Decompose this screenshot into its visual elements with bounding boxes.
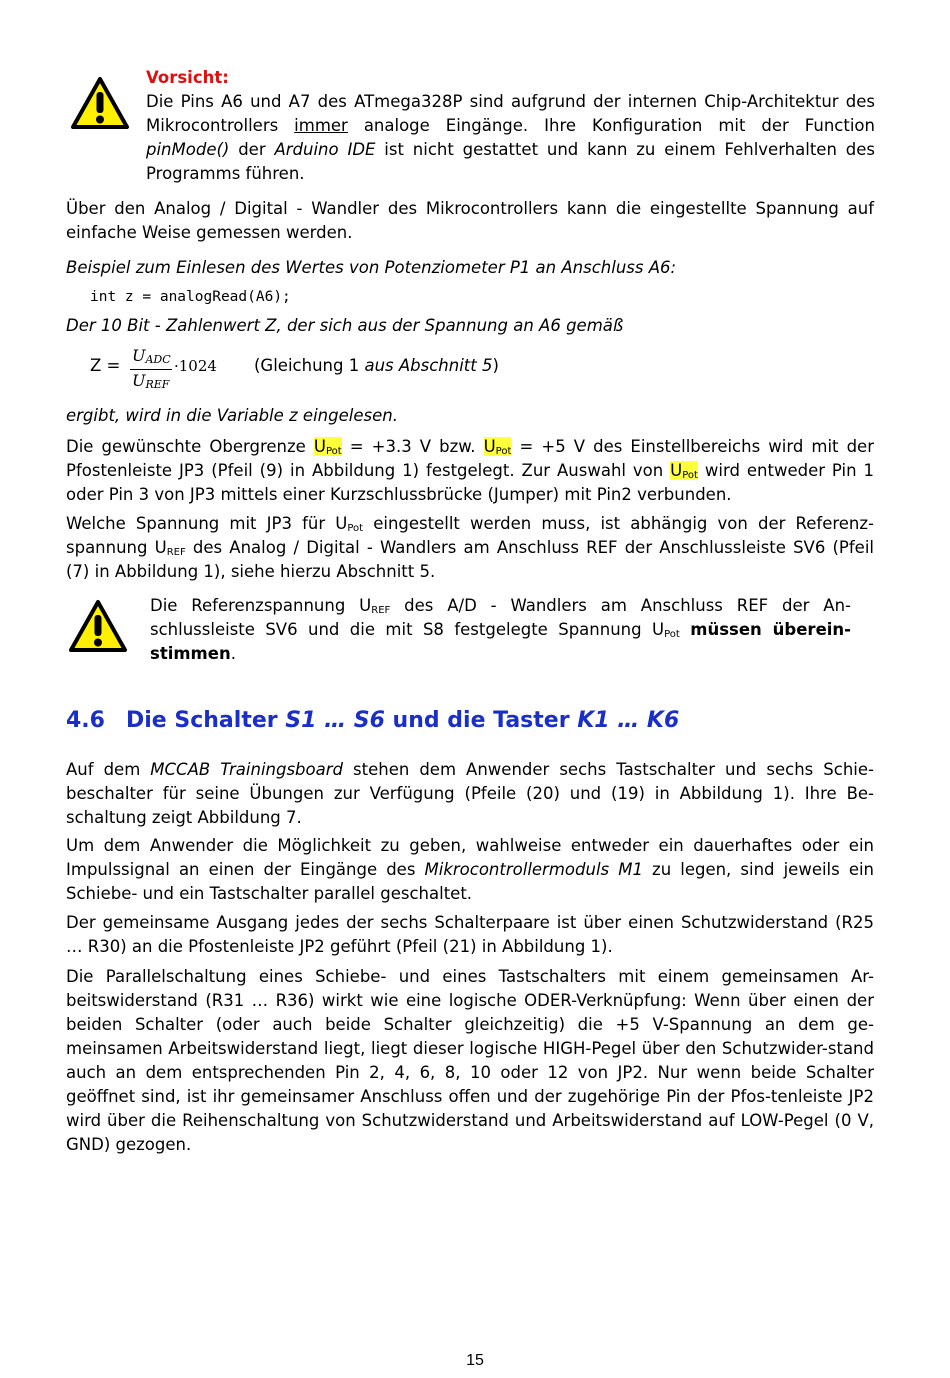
paragraph-reference: Welche Spannung mit JP3 für $U_{Pot}$ eingestellt werden muss, ist abhängig von der Referenz-spannung $U_{REF}$ des Analog / Digital - Wandlers am Anschluss REF der Anschlussleiste SV6 (Pfeil (7) in Abbildung 1), siehe hierzu Abschnitt 5. [66, 514, 874, 581]
warning-text-2: Die Referenzspannung $U_{REF}$ des A/D - Wandlers am Anschluss REF der An-schlussleiste SV6 und die mit S8 festgelegte Spannung $U_{Pot}$ müssen überein-stimmen. [150, 596, 852, 663]
formula-reference: (Gleichung 1 aus Abschnitt 5) [254, 356, 499, 375]
paragraph-analog: Über den Analog / Digital - Wandler des Mikrocontrollers kann die eingestellte Spannung auf einfache Weise gemessen werden. [66, 199, 874, 242]
formula-numerator: $U_{ADC}$ [132, 346, 171, 366]
paragraph-1: Auf dem MCCAB Trainingsboard stehen dem Anwender sechs Tastschalter und sechs Schie-beschalter für seine Übungen zur Verfügung (Pfeile (20) und (19) in Abbildung 1). Ihre Be-schaltung zeigt Abbildung 7. [66, 760, 874, 827]
formula-denominator: $U_{REF}$ [132, 371, 170, 391]
page-number: 15 [466, 1352, 484, 1369]
example-caption: Beispiel zum Einlesen des Wertes von Potenziometer P1 an Anschluss A6: [66, 258, 677, 277]
result-caption: ergibt, wird in die Variable z eingelesen. [66, 406, 398, 425]
paragraph-upot: Die gewünschte Obergrenze $U_{Pot} = +3.3$ V bzw. $U_{Pot} = +5$ V des Einstellbereichs wird mit der Pfostenleiste JP3 (Pfeil (9) in Abbildung 1) festgelegt. Zur Auswahl von $U_{Pot}$ wird entweder Pin 1 oder Pin 3 von JP3 mittels einer Kurzschlussbrücke (Jumper) mit Pin2 verbunden. [66, 437, 874, 504]
paragraph-3: Der gemeinsame Ausgang jedes der sechs Schalterpaare ist über einen Schutzwiderstand (R25 … R30) an die Pfostenleiste JP2 geführt (Pfeil (21) in Abbildung 1). [66, 913, 874, 956]
warning-triangle-icon [70, 76, 130, 130]
code-line: int z = analogRead(A6); [90, 289, 291, 305]
section-number: 4.6 [66, 708, 105, 733]
warning-triangle-icon [68, 599, 128, 653]
upot-highlight: $U_{Pot}$ [483, 437, 512, 457]
warning-title: Vorsicht: [146, 68, 229, 87]
warning-text-1: Vorsicht: Die Pins A6 und A7 des ATmega328P sind aufgrund der internen Chip-Architektur des Mikrocontrollers immer analoge Eingänge. Ihre Konfiguration mit der Function pinMode() der Arduino IDE ist nicht gestattet und kann zu einem Fehlverhalten des Programms führen. [146, 68, 875, 183]
paragraph-4: Die Parallelschaltung eines Schiebe- und eines Tastschalters mit einem gemeinsamen Ar-beitswiderstand (R31 … R36) wirkt wie eine logische ODER-Verknüpfung: Wenn über einen der beiden Schalter (oder auch beide Schalter gleichzeitig) die +5 V-Spannung an dem ge-meinsamen Arbeitswiderstand liegt, liegt dieser logische HIGH-Pegel über den Schutzwider-stand auch an dem entsprechenden Pin 2, 4, 6, 8, 10 oder 12 von JP2. Nur wenn beide Schalter geöffnet sind, ist ihr gemeinsamer Anschluss offen und der zugehörige Pin der Pfos-tenleiste JP2 wird über die Reihenschaltung von Schutzwiderstand und Arbeitswiderstand auf LOW-Pegel (0 V, GND) gezogen. [66, 967, 874, 1154]
formula-factor: ·1024 [174, 357, 217, 375]
formula [90, 346, 690, 396]
paragraph-2: Um dem Anwender die Möglichkeit zu geben, wahlweise entweder ein dauerhaftes oder ein Impulssignal an einen der Eingänge des Mikrocontrollermoduls M1 zu legen, sind jeweils ein Schiebe- und ein Tastschalter parallel geschaltet. [66, 836, 875, 903]
upot-highlight: $U_{Pot}$ [670, 461, 698, 481]
upot-highlight: $U_{Pot}$ [313, 437, 342, 457]
bit-caption: Der 10 Bit - Zahlenwert Z, der sich aus der Spannung an A6 gemäß [66, 316, 624, 335]
fraction-bar [130, 369, 172, 370]
formula-lhs: Z = [90, 356, 121, 375]
section-heading: 4.6 Die Schalter S1 … S6 und die Taster K1 … K6 [66, 708, 680, 733]
